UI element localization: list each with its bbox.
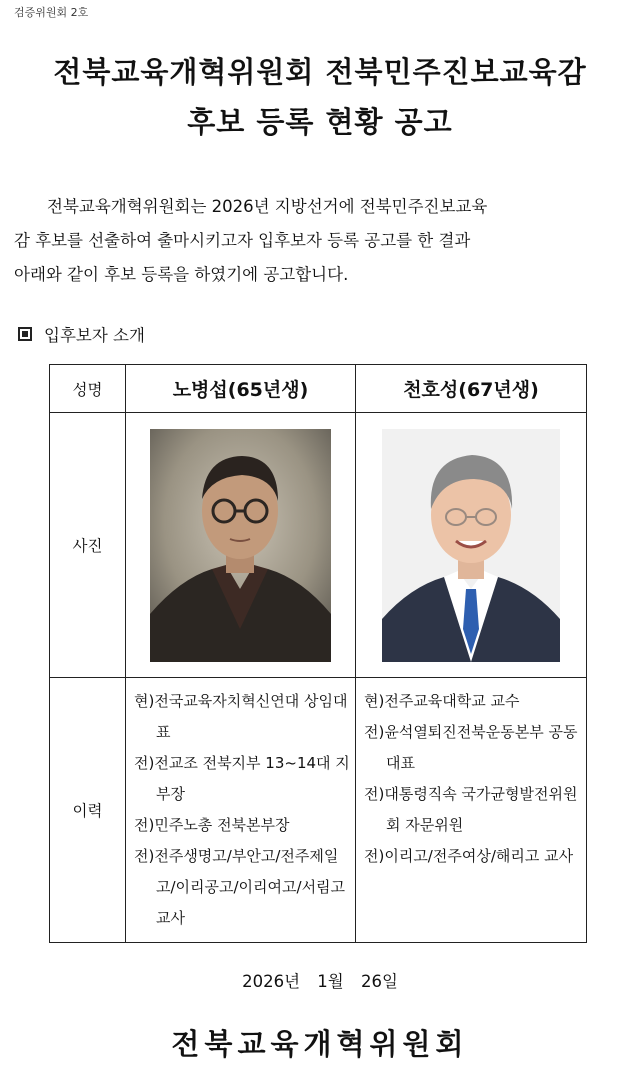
announcement-date: 2026년 1월 26일 <box>242 972 398 991</box>
photo-row <box>50 413 587 678</box>
name-row <box>50 365 587 413</box>
notice-paragraph <box>14 190 626 292</box>
candidate-table <box>49 364 587 943</box>
career-item: 전)전주생명고/부안고/전주제일고/이리공고/이리여고/서림고 교사 <box>134 847 346 927</box>
notice-line-3: 아래와 같이 후보 등록을 하였기에 공고합니다. <box>14 265 349 284</box>
career-item: 현)전주교육대학교 교수 <box>364 692 520 710</box>
name-label: 성명 <box>50 365 126 413</box>
section-title: 입후보자 소개 <box>44 326 145 345</box>
notice-line-1: 전북교육개혁위원회는 2026년 지방선거에 전북민주진보교육 <box>47 197 488 216</box>
career-item: 전)윤석열퇴진전북운동본부 공동대표 <box>364 723 578 772</box>
career-item: 전)전교조 전북지부 13~14대 지부장 <box>134 754 350 803</box>
candidate-photo-1 <box>150 429 331 662</box>
photo-label: 사진 <box>50 413 126 678</box>
candidate-career-1 <box>126 678 356 943</box>
career-row <box>50 678 587 943</box>
page-title-line1: 전북교육개혁위원회 전북민주진보교육감 <box>53 55 587 89</box>
square-bullet-icon <box>18 327 32 341</box>
candidate-career-2 <box>356 678 587 943</box>
career-label: 이력 <box>50 678 126 943</box>
career-item: 전)민주노총 전북본부장 <box>134 816 290 834</box>
issuer-signature: 전북교육개혁위원회 <box>171 1027 469 1061</box>
page-title-line2: 후보 등록 현황 공고 <box>187 105 453 139</box>
candidate-name-2: 천호성(67년생) <box>356 365 587 413</box>
section-heading <box>18 322 145 346</box>
document-number: 검증위원회 2호 <box>14 6 89 19</box>
candidate-name-1: 노병섭(65년생) <box>126 365 356 413</box>
career-item: 전)대통령직속 국가균형발전위원회 자문위원 <box>364 785 578 834</box>
candidate-photo-cell-1 <box>126 413 356 678</box>
candidate-photo-2 <box>382 429 560 662</box>
candidate-photo-cell-2 <box>356 413 587 678</box>
notice-line-2: 감 후보를 선출하여 출마시키고자 입후보자 등록 공고를 한 결과 <box>14 231 471 250</box>
career-item: 현)전국교육자치혁신연대 상임대표 <box>134 692 348 741</box>
career-item: 전)이리고/전주여상/해리고 교사 <box>364 847 574 865</box>
